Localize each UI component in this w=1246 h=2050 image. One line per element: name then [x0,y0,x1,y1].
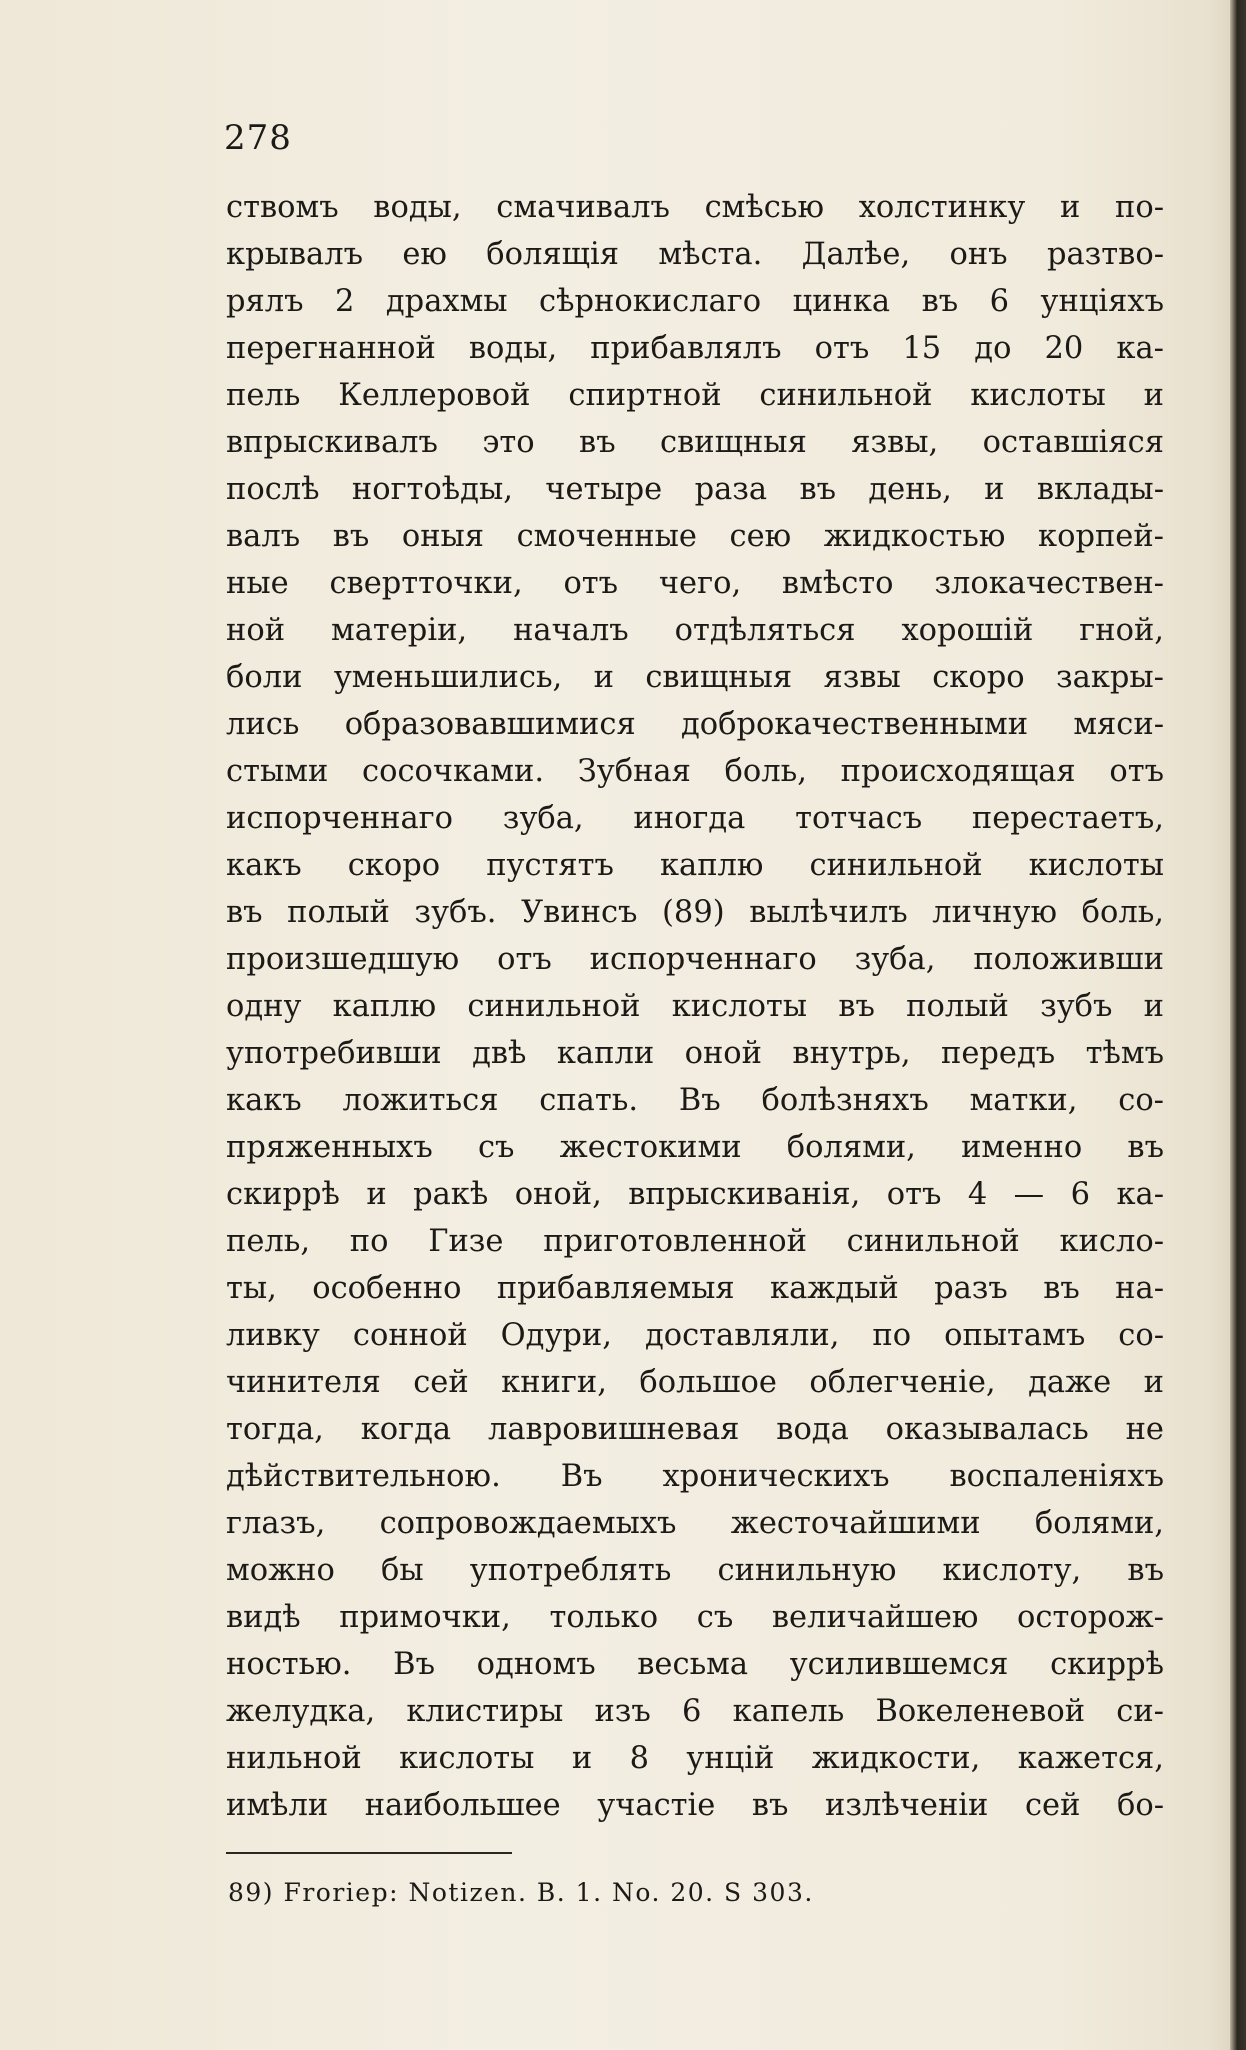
text-line: какъ ложиться спать. Въ болѣзняхъ матки, со- [226,1083,1164,1118]
text-line: тогда, когда лавровишневая вода оказывалась не [226,1412,1164,1447]
text-line: лись образовавшимися доброкачественными мяси- [226,707,1164,742]
page-edge-shadow [1230,0,1246,2050]
text-line: пель Келлеровой спиртной синильной кислоты и [226,378,1164,413]
footnote-divider [226,1852,512,1854]
text-line: имѣли наибольшее участіе въ излѣченіи сей бо- [226,1788,1164,1823]
text-line: въ полый зубъ. Увинсъ (89) вылѣчилъ личную боль, [226,895,1164,930]
text-line: крывалъ ею болящія мѣста. Далѣе, онъ разтво- [226,237,1164,272]
text-line: пель, по Гизе приготовленной синильной кисло- [226,1224,1164,1259]
text-line: послѣ ногтоѣды, четыре раза въ день, и вклады- [226,472,1164,507]
text-line: какъ скоро пустятъ каплю синильной кислоты [226,848,1164,883]
text-line: ты, особенно прибавляемыя каждый разъ въ на- [226,1271,1164,1306]
text-line: дѣйствительною. Въ хроническихъ воспаленіяхъ [226,1459,1164,1494]
page-number: 278 [224,118,292,158]
text-line: желудка, клистиры изъ 6 капель Вокеленевой си- [226,1694,1164,1729]
text-line: ливку сонной Одури, доставляли, по опытамъ со- [226,1318,1164,1353]
text-line: испорченнаго зуба, иногда тотчасъ перестаетъ, [226,801,1164,836]
text-line: ной матеріи, началъ отдѣляться хорошій гной, [226,613,1164,648]
text-line: видѣ примочки, только съ величайшею осторож- [226,1600,1164,1635]
text-line: ностью. Въ одномъ весьма усилившемся скиррѣ [226,1647,1164,1682]
text-line: ные свертточки, отъ чего, вмѣсто злокачествен- [226,566,1164,601]
text-line: перегнанной воды, прибавлялъ отъ 15 до 20 ка- [226,331,1164,366]
text-line: ствомъ воды, смачивалъ смѣсью холстинку и по- [226,190,1164,225]
text-line: рялъ 2 драхмы сѣрнокислаго цинка въ 6 унціяхъ [226,284,1164,319]
text-line: глазъ, сопровождаемыхъ жесточайшими болями, [226,1506,1164,1541]
text-line: одну каплю синильной кислоты въ полый зубъ и [226,989,1164,1024]
text-line: нильной кислоты и 8 унцій жидкости, кажется, [226,1741,1164,1776]
text-line: произшедшую отъ испорченнаго зуба, положивши [226,942,1164,977]
footnote: 89) Froriep: Notizen. B. 1. No. 20. S 303. [228,1878,814,1907]
text-line: употребивши двѣ капли оной внутрь, передъ тѣмъ [226,1036,1164,1071]
text-line: можно бы употреблять синильную кислоту, въ [226,1553,1164,1588]
text-line: пряженныхъ съ жестокими болями, именно въ [226,1130,1164,1165]
text-line: стыми сосочками. Зубная боль, происходящая отъ [226,754,1164,789]
body-text [226,184,1164,1829]
text-line: чинителя сей книги, большое облегченіе, даже и [226,1365,1164,1400]
text-line: боли уменьшились, и свищныя язвы скоро закры- [226,660,1164,695]
text-line: скиррѣ и ракѣ оной, впрыскиванія, отъ 4 — 6 ка- [226,1177,1164,1212]
text-line: валъ въ оныя смоченные сею жидкостью корпей- [226,519,1164,554]
text-line: впрыскивалъ это въ свищныя язвы, оставшіяся [226,425,1164,460]
